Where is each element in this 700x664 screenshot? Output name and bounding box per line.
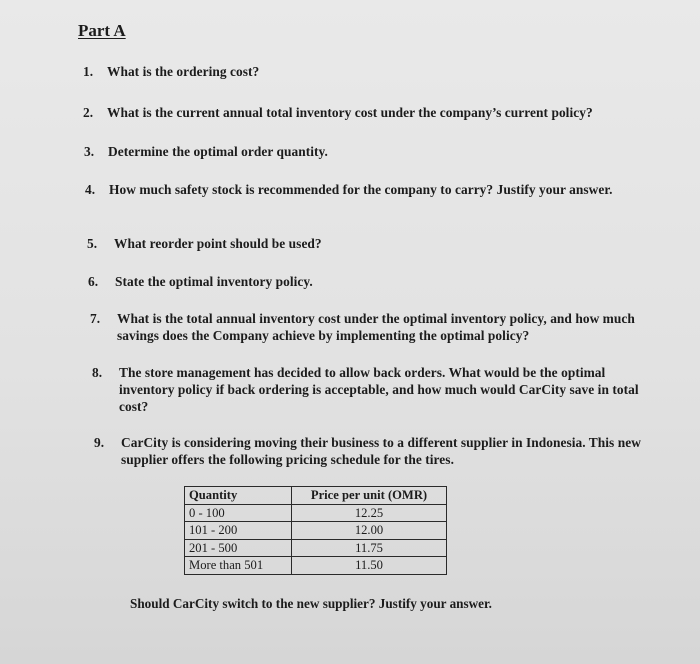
question-number: 4. — [85, 182, 96, 197]
table-row — [185, 504, 447, 522]
question-number: 7. — [90, 311, 101, 326]
question-number: 5. — [87, 236, 98, 251]
price-cell: 12.25 — [292, 504, 447, 522]
question-number: 2. — [83, 105, 94, 120]
question-number: 9. — [94, 435, 105, 450]
price-cell: 11.75 — [292, 539, 447, 557]
table-row — [185, 557, 447, 575]
table-row — [185, 539, 447, 557]
quantity-cell: 101 - 200 — [185, 522, 292, 540]
question-text: What is the ordering cost? — [107, 64, 260, 79]
question-9 — [94, 434, 654, 470]
quantity-cell: More than 501 — [185, 557, 292, 575]
question-number: 6. — [88, 274, 99, 289]
question-text: The store management has decided to allow back orders. What would be the optimal inventory policy if back ordering is acceptable, and how much would CarCity save in total cost? — [119, 365, 639, 414]
part-heading: Part A — [78, 21, 126, 40]
pricing-schedule-table — [184, 486, 447, 575]
question-text: State the optimal inventory policy. — [115, 274, 313, 289]
column-header-price: Price per unit (OMR) — [292, 487, 447, 505]
question-text: How much safety stock is recommended for the company to carry? Justify your answer. — [109, 182, 613, 197]
question-text: What reorder point should be used? — [114, 236, 322, 251]
question-text: What is the current annual total inventory cost under the company’s current policy? — [107, 105, 593, 120]
closing-question: Should CarCity switch to the new supplier? Justify your answer. — [130, 596, 492, 611]
question-7 — [90, 310, 650, 346]
question-4 — [85, 181, 645, 217]
question-text: What is the total annual inventory cost under the optimal inventory policy, and how much savings does the Company achieve by implementing the optimal policy? — [117, 311, 635, 343]
question-text: CarCity is considering moving their business to a different supplier in Indonesia. This new supplier offers the following pricing schedule for the tires. — [121, 435, 641, 467]
price-cell: 11.50 — [292, 557, 447, 575]
price-cell: 12.00 — [292, 522, 447, 540]
table-header-row — [185, 487, 447, 505]
table-row — [185, 522, 447, 540]
question-text: Determine the optimal order quantity. — [108, 144, 328, 159]
quantity-cell: 0 - 100 — [185, 504, 292, 522]
quantity-cell: 201 - 500 — [185, 539, 292, 557]
question-number: 3. — [84, 144, 95, 159]
question-number: 1. — [83, 64, 94, 79]
question-8 — [92, 364, 652, 418]
question-number: 8. — [92, 365, 103, 380]
column-header-quantity: Quantity — [185, 487, 292, 505]
